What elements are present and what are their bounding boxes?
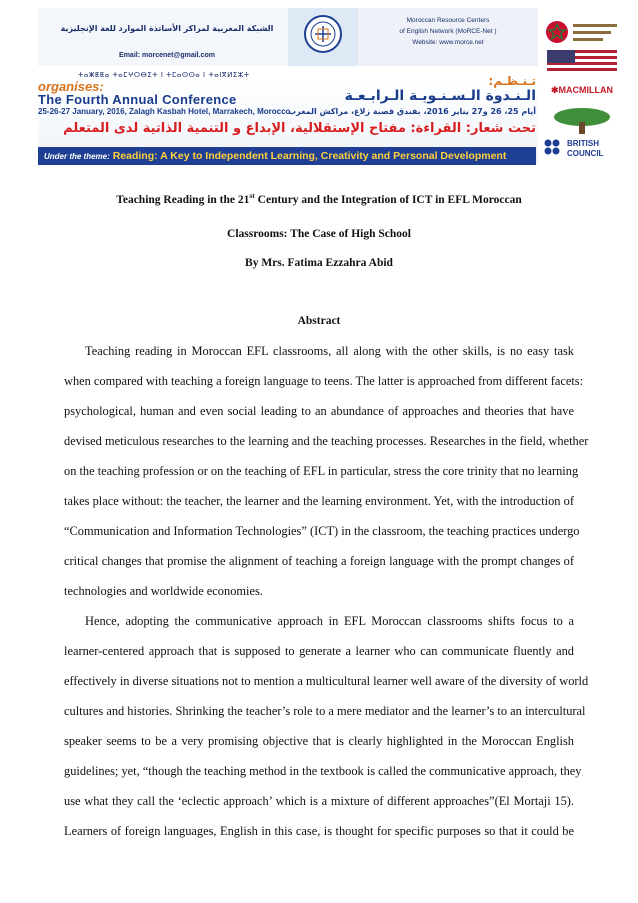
macmillan-label: MACMILLAN xyxy=(558,85,614,95)
british-council-line-2: COUNCIL xyxy=(567,149,604,158)
abstract-line: “Communication and Information Technologies” (ICT) in the classroom, the teaching practices undergo xyxy=(64,524,580,538)
abstract-line: use what they call the ‘eclectic approach’ which is a mixture of different approaches”(El Mortaji 15). xyxy=(64,794,574,808)
morocco-ministry-logo xyxy=(543,14,621,50)
british-council-logo xyxy=(543,138,621,164)
paper-title-line-2: Classrooms: The Case of High School xyxy=(227,228,411,240)
abstract-line: learner-centered approach that is supposed to generate a learner who can communicate fluently and xyxy=(64,644,574,658)
abstract-line: cultures and histories. Shrinking the teacher’s role to a mere mediator and the learner’s to an intercultural xyxy=(64,704,586,718)
abstract-line: takes place without: the teacher, the learner and the learning environment. Yet, with the introduction of xyxy=(64,494,574,508)
abstract-line: Teaching reading in Moroccan EFL classrooms, all along with the other skills, is no easy task xyxy=(85,344,574,358)
abstract-line: technologies and worldwide economies. xyxy=(64,584,263,598)
paper-title-line-1 xyxy=(64,191,574,206)
paper-author: By Mrs. Fatima Ezzahra Abid xyxy=(245,257,393,269)
abstract-line: Hence, adopting the communicative approach in EFL Moroccan classrooms shifts focus to a xyxy=(85,614,574,628)
title-part-2: Century and the Integration of ICT in EFL Moroccan xyxy=(254,193,522,206)
british-council-line-1: BRITISH xyxy=(567,139,599,148)
banner-conference-title: The Fourth Annual Conference xyxy=(38,92,237,107)
british-council-dots-icon xyxy=(543,138,565,160)
abstract-line: speaker seems to be a very promising objective that is clearly highlighted in the Moroccan English xyxy=(64,734,574,748)
abstract-line: guidelines; yet, “though the teaching method in the textbook is called the communicative approach, they xyxy=(64,764,582,778)
banner-arabic-dates: أيام 25، 26 و27 يناير 2016، بفندق قصبة زلاغ، مراكش المغرب xyxy=(288,107,536,116)
banner-theme-bar xyxy=(38,147,536,165)
abstract-line: effectively in diverse situations not to mention a multicultural learner well aware of the diversity of world xyxy=(64,674,589,688)
banner-theme-label: Under the theme: xyxy=(44,152,110,161)
us-flag-icon xyxy=(543,50,621,74)
title-superscript: st xyxy=(249,191,255,200)
abstract-line: critical changes that promise the alignment of teaching a foreign language with the prompt changes of xyxy=(64,554,574,568)
tree-logo xyxy=(543,106,621,136)
macmillan-logo xyxy=(543,80,621,100)
banner-arabic-title: الـنـدوة الـسـنـويـة الـرابـعـة xyxy=(344,88,536,104)
banner-network-line-1: Moroccan Resource Centers xyxy=(406,17,490,24)
banner-tifinagh-line: ⵜⴰⵥⵟⵟⴰ ⵜⴰⵎⵖⵔⴱⵉⵜ ⵏ ⵜⵎⴰⵙⵙⴰ ⵏ ⵜⴰⵏⴳⵍⵉⵣⵜ xyxy=(78,71,250,79)
title-part-1: Teaching Reading in the 21 xyxy=(116,193,250,206)
banner-theme-text: Reading: A Key to Independent Learning, Creativity and Personal Development xyxy=(112,150,507,162)
banner-dates: 25-26-27 January, 2016, Zalagh Kasbah Hotel, Marrakech, Morocco xyxy=(38,107,291,116)
star-icon: ✱ xyxy=(550,85,559,95)
banner-main-panel xyxy=(38,8,538,165)
banner-arabic-organises: تـنـظـم: xyxy=(488,74,536,88)
morce-net-logo xyxy=(301,12,345,58)
banner-arabic-theme: تحت شعار: القراءة: مفتاح الإستقلالية، الإبداع و التنمية الذاتية لدى المتعلم xyxy=(63,121,536,136)
abstract-heading: Abstract xyxy=(297,315,341,327)
abstract-line: on the teaching profession or on the teaching of EFL in particular, stress the core trinity that no learning xyxy=(64,464,579,478)
banner-website: Website: www.morce.net xyxy=(412,39,484,46)
abstract-line: devised meticulous researches to the learning and the teaching processes. Researches in the field, whether xyxy=(64,434,589,448)
abstract-line: when compared with teaching a foreign language to teens. The latter is approached from different facets: xyxy=(64,374,584,388)
banner-network-line-2: of English Network (MoRCE-Net ) xyxy=(399,28,497,35)
banner-arabic-network-name: الشبكة المغربية لمراكز الأساتذة الموارد للغة الإنجليزية xyxy=(60,24,274,33)
abstract-line: Learners of foreign languages, English in this case, is thought for specific purposes so that it could be xyxy=(64,824,574,838)
abstract-line: psychological, human and even social leading to an abundance of approaches and theories that have xyxy=(64,404,574,418)
conference-banner xyxy=(38,8,638,165)
banner-organises: organises: xyxy=(38,79,104,94)
banner-email: Email: morcenet@gmail.com xyxy=(119,52,215,59)
